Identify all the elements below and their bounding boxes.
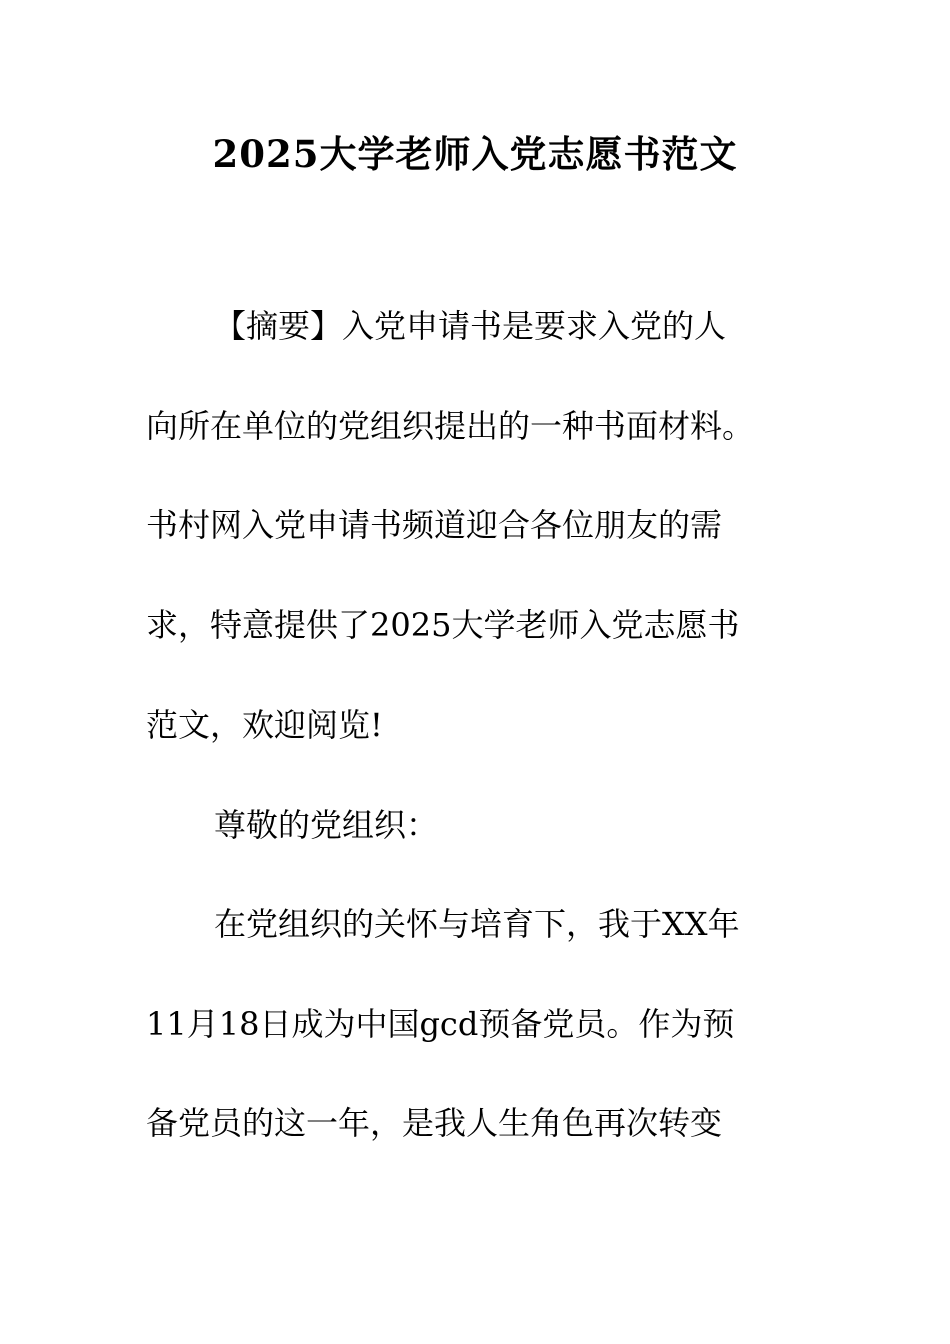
- body-line-2: 11月18日成为中国gcd预备党员。作为预: [146, 1005, 735, 1043]
- abstract-line-4: 求，特意提供了2025大学老师入党志愿书: [146, 606, 740, 644]
- salutation: 尊敬的党组织：: [214, 806, 439, 844]
- body-line-1: 在党组织的关怀与培育下，我于XX年: [214, 905, 740, 943]
- abstract-line-3: 书村网入党申请书频道迎合各位朋友的需: [146, 506, 723, 544]
- body-line-3: 备党员的这一年，是我人生角色再次转变: [146, 1104, 723, 1142]
- document-title: 2025大学老师入党志愿书范文: [212, 132, 738, 176]
- abstract-line-1: 【摘要】入党申请书是要求入党的人: [214, 307, 727, 345]
- abstract-line-5: 范文，欢迎阅览!: [146, 706, 383, 744]
- abstract-line-2: 向所在单位的党组织提出的一种书面材料。: [146, 407, 755, 445]
